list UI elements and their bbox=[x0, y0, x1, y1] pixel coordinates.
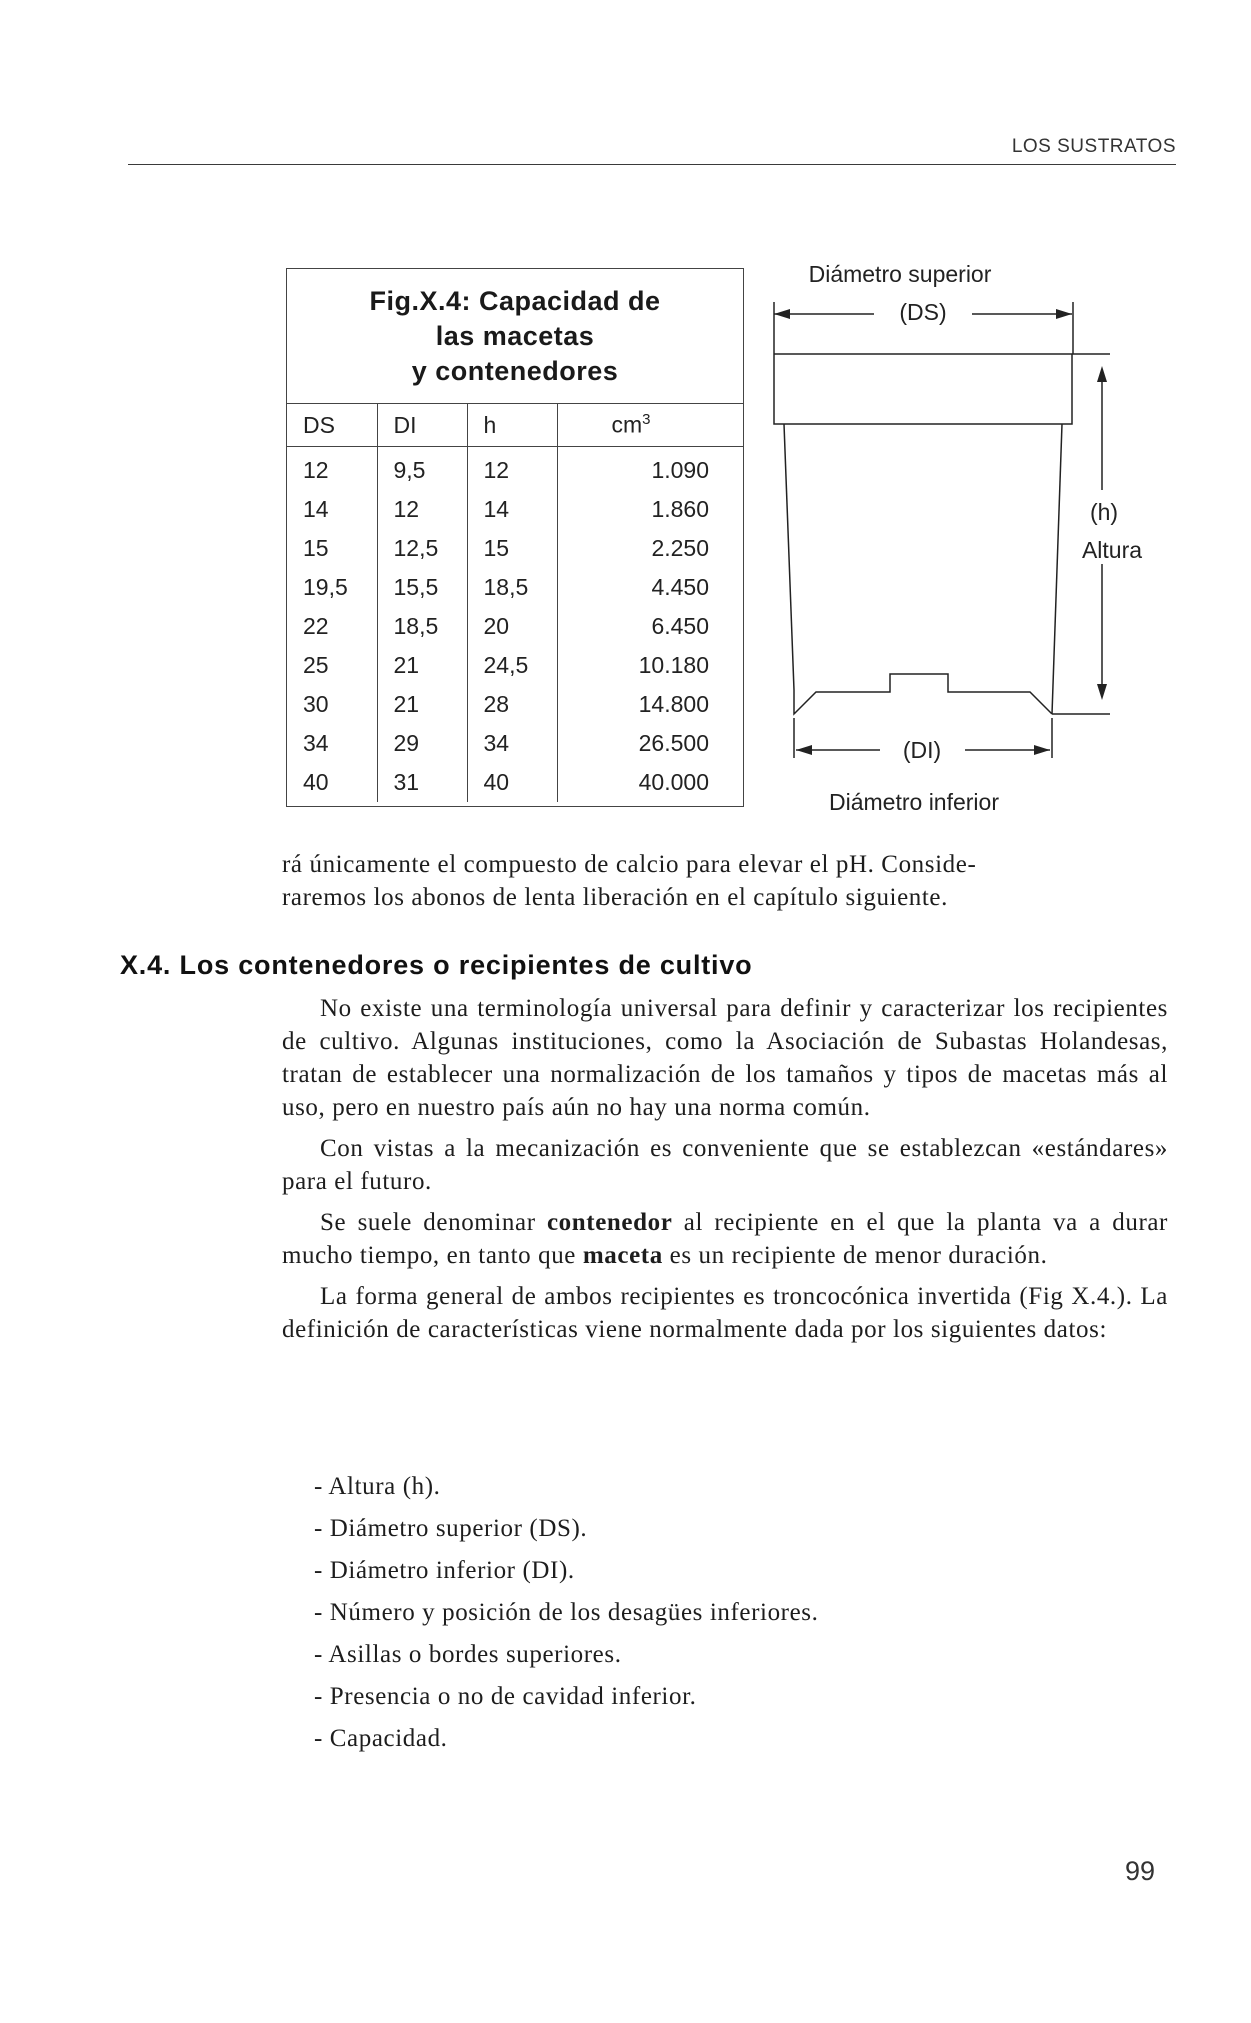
table-cell: 4.450 bbox=[557, 568, 743, 607]
top-arrow-left-head bbox=[774, 309, 790, 319]
bottom-diameter-label: Diámetro inferior bbox=[829, 789, 999, 815]
table-cell: 19,5 bbox=[303, 574, 348, 600]
list-item: - Diámetro inferior (DI). bbox=[314, 1557, 575, 1584]
list-item: - Diámetro superior (DS). bbox=[314, 1515, 588, 1542]
paragraph-3-text: es un recipiente de menor duración. bbox=[662, 1242, 1048, 1269]
capacity-table-figure bbox=[286, 268, 744, 807]
running-header bbox=[128, 134, 1176, 165]
table-cell: 12 bbox=[467, 447, 557, 491]
paragraph-3-text: al recipiente en el que la planta va a durar mucho tiempo, en tanto que bbox=[282, 1209, 1168, 1269]
table-cell: 14 bbox=[467, 490, 557, 529]
term-maceta: maceta bbox=[582, 1242, 663, 1269]
paragraph-3-text: Se suele denominar bbox=[320, 1209, 547, 1236]
table-cell: 12 bbox=[377, 490, 467, 529]
list-item: - Número y posición de los desagües inferiores. bbox=[314, 1599, 819, 1626]
characteristics-list bbox=[314, 1466, 818, 1760]
table-row bbox=[287, 568, 743, 607]
height-abbrev: (h) bbox=[1089, 499, 1119, 525]
pot-bottom-cavity bbox=[794, 674, 1052, 714]
list-item: - Presencia o no de cavidad inferior. bbox=[314, 1683, 697, 1710]
volume-unit: cm bbox=[611, 411, 643, 438]
list-item: - Altura (h). bbox=[314, 1473, 441, 1500]
section-body bbox=[282, 992, 1168, 1346]
section-heading: X.4. Los contenedores o recipientes de cultivo bbox=[120, 950, 753, 980]
table-row bbox=[287, 646, 743, 685]
page-number: 99 bbox=[1125, 1856, 1156, 1886]
list-item: - Asillas o bordes superiores. bbox=[314, 1641, 622, 1668]
table-cell: 20 bbox=[467, 607, 557, 646]
paragraph-2: Con vistas a la mecanización es conveniente que se establezcan «estándares» para el futuro. bbox=[282, 1135, 1168, 1195]
running-title: LOS SUSTRATOS bbox=[1011, 136, 1176, 157]
table-cell: 15 bbox=[303, 535, 329, 561]
table-cell: 15,5 bbox=[377, 568, 467, 607]
table-cell: 12,5 bbox=[377, 529, 467, 568]
table-cell: 22 bbox=[303, 613, 329, 639]
table-row bbox=[287, 607, 743, 646]
pot-right-wall bbox=[1052, 424, 1062, 714]
table-cell: 29 bbox=[377, 724, 467, 763]
table-cell: 1.860 bbox=[557, 490, 743, 529]
top-diameter-label: Diámetro superior bbox=[808, 261, 992, 287]
table-cell: 9,5 bbox=[377, 447, 467, 491]
pot-diagram bbox=[760, 258, 1180, 828]
table-cell: 21 bbox=[377, 685, 467, 724]
table-cell: 25 bbox=[303, 652, 329, 678]
table-cell: 31 bbox=[377, 763, 467, 802]
column-header-volume bbox=[557, 404, 743, 447]
bottom-arrow-right-head bbox=[1034, 745, 1050, 755]
column-header-di: DI bbox=[377, 404, 467, 447]
table-cell: 2.250 bbox=[557, 529, 743, 568]
table-cell: 14.800 bbox=[557, 685, 743, 724]
table-cell: 30 bbox=[303, 691, 329, 717]
continuation-line: raremos los abonos de lenta liberación en el capítulo siguiente. bbox=[282, 884, 948, 911]
table-cell: 40 bbox=[303, 769, 329, 795]
column-header-ds: DS bbox=[287, 404, 377, 447]
table-cell: 18,5 bbox=[467, 568, 557, 607]
table-body bbox=[287, 447, 743, 803]
table-cell: 34 bbox=[303, 730, 329, 756]
table-cell: 12 bbox=[303, 457, 329, 483]
capacity-table bbox=[287, 404, 743, 802]
table-row bbox=[287, 685, 743, 724]
bottom-arrow-left-head bbox=[796, 745, 812, 755]
list-item: - Capacidad. bbox=[314, 1725, 448, 1752]
pot-rim bbox=[774, 354, 1072, 424]
height-arrow-bottom-head bbox=[1097, 684, 1107, 700]
table-cell: 28 bbox=[467, 685, 557, 724]
table-cell: 26.500 bbox=[557, 724, 743, 763]
table-cell: 10.180 bbox=[557, 646, 743, 685]
continuation-paragraph bbox=[282, 848, 1168, 914]
table-row bbox=[287, 447, 743, 491]
volume-unit-exponent: 3 bbox=[642, 411, 651, 429]
height-label: Altura bbox=[1081, 537, 1143, 563]
table-cell: 14 bbox=[303, 496, 329, 522]
table-cell: 21 bbox=[377, 646, 467, 685]
paragraph-4: La forma general de ambos recipientes es troncocónica invertida (Fig X.4.). La definición de características viene normalmente dada por los siguientes datos: bbox=[282, 1283, 1168, 1343]
figure-title-line: las macetas bbox=[435, 320, 595, 351]
paragraph-1: No existe una terminología universal para definir y caracterizar los recipientes de cultivo. Algunas instituciones, como la Asociación de Subastas Holandesas, tratan de establecer una normalización de los tamaños y tipos de macetas más al uso, pero en nuestro país aún no hay una norma común. bbox=[282, 995, 1168, 1121]
table-cell: 40 bbox=[467, 763, 557, 802]
term-contenedor: contenedor bbox=[546, 1209, 673, 1236]
table-row bbox=[287, 529, 743, 568]
pot-diagram-svg bbox=[760, 258, 1180, 828]
table-cell: 1.090 bbox=[557, 447, 743, 491]
paragraph-3 bbox=[282, 1206, 1168, 1272]
figure-title-line: Fig.X.4: Capacidad de bbox=[369, 285, 661, 316]
figure-title bbox=[287, 269, 743, 404]
table-cell: 18,5 bbox=[377, 607, 467, 646]
table-cell: 40.000 bbox=[557, 763, 743, 802]
table-cell: 15 bbox=[467, 529, 557, 568]
top-diameter-abbrev: (DS) bbox=[899, 299, 947, 325]
column-header-h: h bbox=[467, 404, 557, 447]
continuation-line: rá únicamente el compuesto de calcio para elevar el pH. Conside- bbox=[282, 851, 977, 878]
table-row bbox=[287, 763, 743, 802]
top-arrow-right-head bbox=[1056, 309, 1072, 319]
height-arrow-top-head bbox=[1097, 366, 1107, 382]
bottom-diameter-abbrev: (DI) bbox=[902, 737, 942, 763]
table-row bbox=[287, 490, 743, 529]
table-cell: 24,5 bbox=[467, 646, 557, 685]
table-cell: 6.450 bbox=[557, 607, 743, 646]
table-header-row bbox=[287, 404, 743, 447]
figure-title-line: y contenedores bbox=[411, 355, 619, 386]
pot-left-wall bbox=[784, 424, 794, 690]
table-cell: 34 bbox=[467, 724, 557, 763]
table-row bbox=[287, 724, 743, 763]
